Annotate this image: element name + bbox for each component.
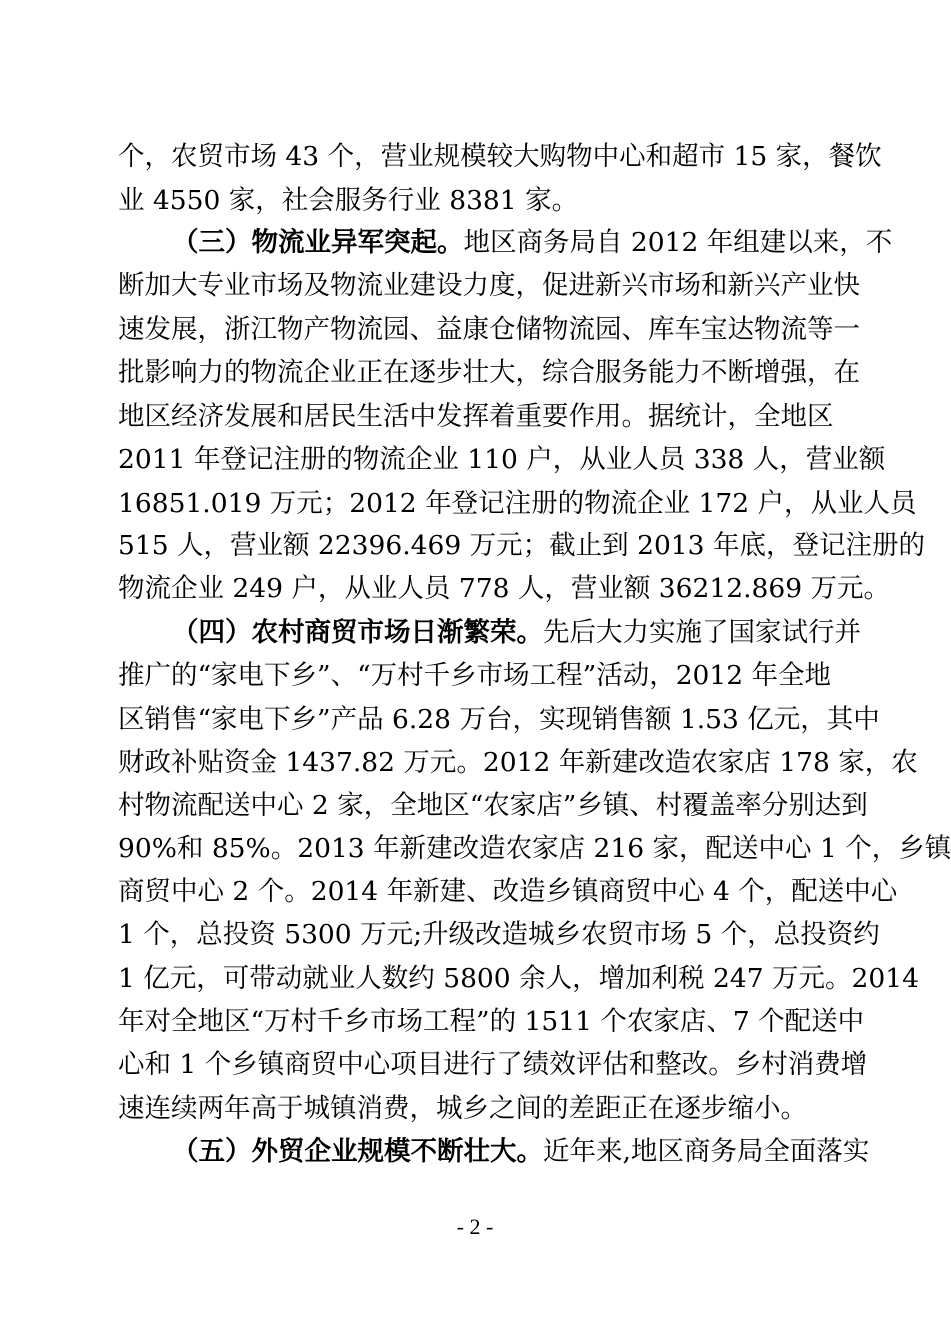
body-text-line [118, 308, 860, 352]
body-text-line [118, 913, 880, 957]
line-text: 1 亿元，可带动就业人数约 5800 余人，增加利税 247 万元。2014 [118, 963, 919, 994]
line-text: 地区经济发展和居民生活中发挥着重要作用。据统计，全地区 [118, 401, 834, 432]
line-text: 财政补贴资金 1437.82 万元。2012 年新建改造农家店 178 家，农 [118, 747, 918, 778]
line-text: 批影响力的物流企业正在逐步壮大，综合服务能力不断增强，在 [118, 357, 860, 388]
section-heading-line [118, 221, 893, 265]
line-text: 速连续两年高于城镇消费，城乡之间的差距正在逐步缩小。 [118, 1093, 807, 1124]
line-text: 物流企业 249 户，从业人员 778 人，营业额 36212.869 万元。 [118, 573, 891, 604]
body-text-line [118, 351, 860, 395]
body-text-line [118, 438, 886, 482]
line-text: 年对全地区“万村千乡市场工程”的 1511 个农家店、7 个配送中 [118, 1006, 865, 1037]
body-text-line [118, 784, 868, 828]
section-heading: （四）农村商贸市场日渐繁荣。 [172, 617, 543, 648]
body-text-line [118, 135, 882, 179]
body-text-line [118, 567, 891, 611]
line-text: 2011 年登记注册的物流企业 110 户，从业人员 338 人，营业额 [118, 444, 886, 475]
line-text: 村物流配送中心 2 家，全地区“农家店”乡镇、村覆盖率分别达到 [118, 790, 868, 821]
line-text: 业 4550 家，社会服务行业 8381 家。 [118, 185, 579, 216]
section-heading: （五）外贸企业规模不断壮大。 [172, 1136, 543, 1167]
body-text-line [118, 179, 830, 223]
line-text: 地区商务局自 2012 年组建以来，不 [463, 227, 893, 258]
line-text: 1 个，总投资 5300 万元;升级改造城乡农贸市场 5 个，总投资约 [118, 919, 880, 950]
body-text-line [118, 1087, 830, 1131]
body-text-line [118, 524, 925, 568]
body-text-line [118, 264, 860, 308]
body-text-line [118, 1043, 868, 1087]
line-text: 推广的“家电下乡”、“万村千乡市场工程”活动，2012 年全地 [118, 660, 832, 691]
body-text-line [118, 395, 834, 439]
line-text: 商贸中心 2 个。2014 年新建、改造乡镇商贸中心 4 个，配送中心 [118, 876, 898, 907]
body-text-line [118, 698, 880, 742]
body-text-line [118, 827, 951, 871]
body-text-line [118, 1000, 865, 1044]
line-text: 区销售“家电下乡”产品 6.28 万台，实现销售额 1.53 亿元，其中 [118, 704, 880, 735]
line-text: 16851.019 万元；2012 年登记注册的物流企业 172 户，从业人员 [118, 488, 917, 519]
section-heading-line [118, 611, 861, 655]
body-text-line [118, 654, 830, 698]
line-text: 90%和 85%。2013 年新建改造农家店 216 家，配送中心 1 个，乡镇 [118, 833, 951, 864]
body-text-line [118, 957, 919, 1001]
line-text: 先后大力实施了国家试行并 [543, 617, 861, 648]
line-text: 个，农贸市场 43 个，营业规模较大购物中心和超市 15 家，餐饮 [118, 141, 882, 172]
page-number: - 2 - [456, 1214, 494, 1239]
section-heading-line [118, 1130, 870, 1174]
body-text-line [118, 870, 898, 914]
section-heading: （三）物流业异军突起。 [172, 227, 464, 258]
line-text: 近年来,地区商务局全面落实 [543, 1136, 870, 1167]
line-text: 断加大专业市场及物流业建设力度，促进新兴市场和新兴产业快 [118, 270, 860, 301]
line-text: 515 人，营业额 22396.469 万元；截止到 2013 年底，登记注册的 [118, 530, 925, 561]
line-text: 心和 1 个乡镇商贸中心项目进行了绩效评估和整改。乡村消费增 [118, 1049, 868, 1080]
body-text-line [118, 741, 918, 785]
body-text-line [118, 482, 917, 526]
line-text: 速发展，浙江物产物流园、益康仓储物流园、库车宝达物流等一 [118, 314, 860, 345]
